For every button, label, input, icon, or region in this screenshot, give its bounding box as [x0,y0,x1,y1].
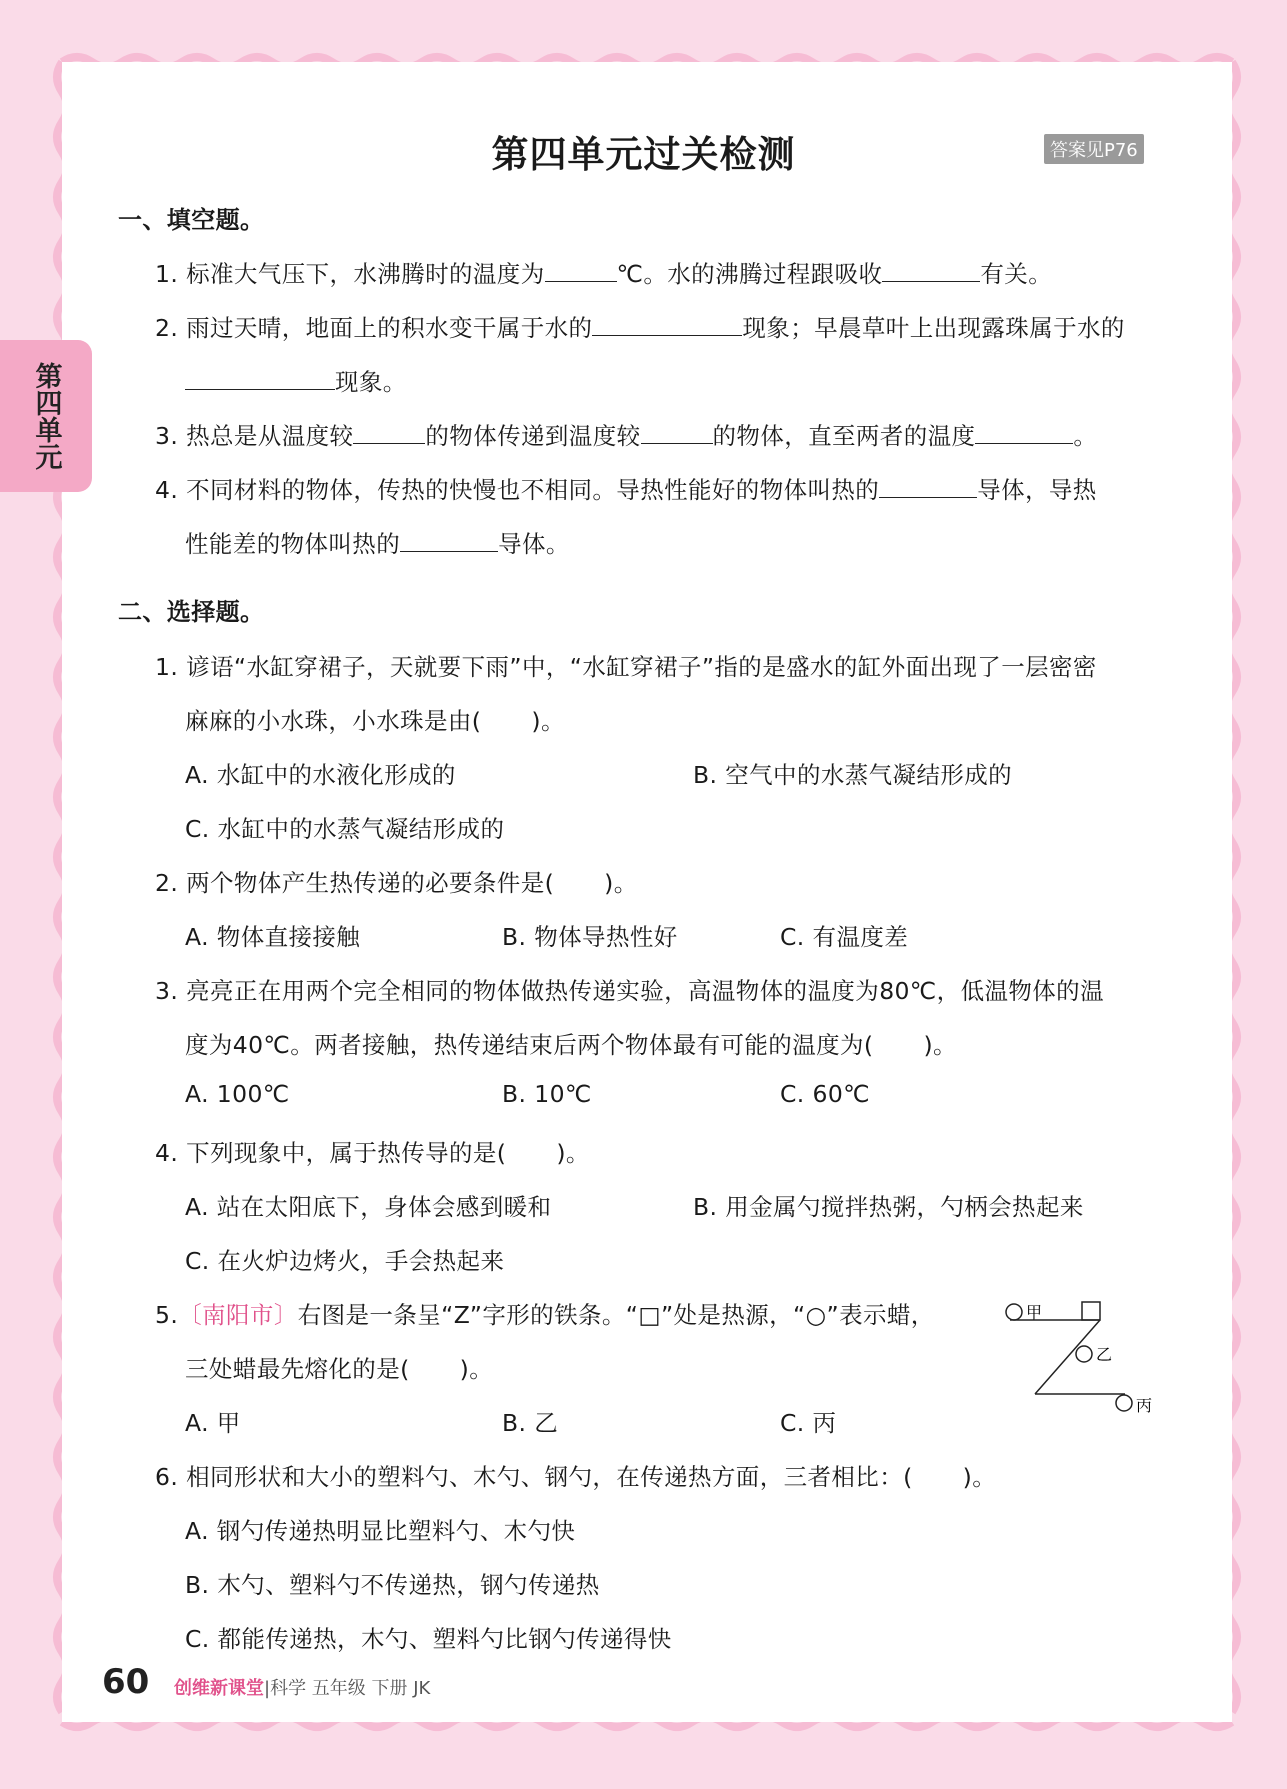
fill-question-1: 1. 标准大气压下，水沸腾时的温度为 ℃。水的沸腾过程跟吸收 有关。 [155,260,1053,288]
section-fill-in-title: 一、填空题。 [118,206,265,234]
page-title: 第四单元过关检测 [491,133,796,176]
fill-question-2-cont: 现象。 [185,363,407,397]
option-b[interactable]: B. 物体导热性好 [502,923,678,951]
answer-reference-badge: 答案见P76 [1044,134,1144,164]
answer-blank[interactable] [545,259,617,282]
option-a[interactable]: A. 水缸中的水液化形成的 [185,761,456,789]
choice-question-2: 2. 两个物体产生热传递的必要条件是( )。 [155,869,638,897]
answer-blank[interactable] [882,259,980,282]
answer-blank[interactable] [353,421,425,444]
option-c[interactable]: C. 水缸中的水蒸气凝结形成的 [185,815,505,843]
option-c[interactable]: C. 在火炉边烤火，手会热起来 [185,1247,505,1275]
option-a[interactable]: A. 甲 [185,1409,241,1437]
option-a[interactable]: A. 站在太阳底下，身体会感到暖和 [185,1193,552,1221]
choice-question-3-cont: 度为40℃。两者接触，热传递结束后两个物体最有可能的温度为( )。 [185,1031,957,1059]
answer-blank[interactable] [879,475,977,498]
fill-question-4: 4. 不同材料的物体，传热的快慢也不相同。导热性能好的物体叫热的 导体，导热 [155,476,1097,504]
unit-side-tab [0,340,92,492]
wax-dot-jia [1006,1304,1022,1320]
label-jia: 甲 [1026,1303,1043,1322]
choice-question-1: 1. 谚语“水缸穿裙子，天就要下雨”中，“水缸穿裙子”指的是盛水的缸外面出现了一层密密 [155,653,1097,681]
choice-question-5-cont: 三处蜡最先熔化的是( )。 [185,1355,494,1383]
z-iron-bar-diagram [1000,1298,1170,1428]
wax-dot-yi [1076,1346,1092,1362]
option-b[interactable]: B. 乙 [502,1409,559,1437]
choice-question-6: 6. 相同形状和大小的塑料勺、木勺、钢勺，在传递热方面，三者相比：( )。 [155,1463,997,1491]
label-yi: 乙 [1096,1345,1113,1364]
wax-dot-bing [1116,1395,1132,1411]
region-tag: 〔南阳市〕 [178,1301,298,1329]
choice-question-4: 4. 下列现象中，属于热传导的是( )。 [155,1139,590,1167]
choice-question-3: 3. 亮亮正在用两个完全相同的物体做热传递实验，高温物体的温度为80℃，低温物体的温 [155,977,1104,1005]
heat-source-square [1082,1302,1100,1320]
option-a[interactable]: A. 钢勺传递热明显比塑料勺、木勺快 [185,1517,576,1545]
book-info: |科学 五年级 下册 JK [264,1678,431,1699]
section-choice-title: 二、选择题。 [118,598,265,626]
option-b[interactable]: B. 木勺、塑料勺不传递热，钢勺传递热 [185,1571,600,1599]
option-b[interactable]: B. 用金属勺搅拌热粥，勺柄会热起来 [693,1193,1084,1221]
answer-blank[interactable] [400,529,498,552]
fill-question-2: 2. 雨过天晴，地面上的积水变干属于水的 现象；早晨草叶上出现露珠属于水的 [155,314,1125,342]
choice-question-1-cont: 麻麻的小水珠，小水珠是由( )。 [185,707,565,735]
label-bing: 丙 [1136,1396,1153,1415]
option-c[interactable]: C. 都能传递热，木勺、塑料勺比钢勺传递得快 [185,1625,672,1653]
fill-question-4-cont: 性能差的物体叫热的 导体。 [185,530,570,558]
brand-name: 创维新课堂 [174,1678,264,1699]
footer-info [174,1674,430,1700]
answer-blank[interactable] [592,313,742,336]
page-number: 60 [102,1662,150,1702]
answer-blank[interactable] [641,421,713,444]
fill-question-3: 3. 热总是从温度较 的物体传递到温度较 的物体，直至两者的温度 。 [155,422,1098,450]
option-c[interactable]: C. 有温度差 [780,923,909,951]
option-a[interactable]: A. 物体直接接触 [185,923,361,951]
unit-side-tab-label: 第四单元 [30,362,62,470]
option-b[interactable]: B. 空气中的水蒸气凝结形成的 [693,761,1013,789]
option-a[interactable]: A. 100℃ [185,1080,290,1108]
choice-question-5: 5.〔南阳市〕右图是一条呈“Z”字形的铁条。“□”处是热源，“○”表示蜡， [155,1301,935,1329]
option-c[interactable]: C. 丙 [780,1409,837,1437]
option-b[interactable]: B. 10℃ [502,1080,592,1108]
answer-blank[interactable] [185,367,335,390]
answer-blank[interactable] [975,421,1073,444]
option-c[interactable]: C. 60℃ [780,1080,871,1108]
